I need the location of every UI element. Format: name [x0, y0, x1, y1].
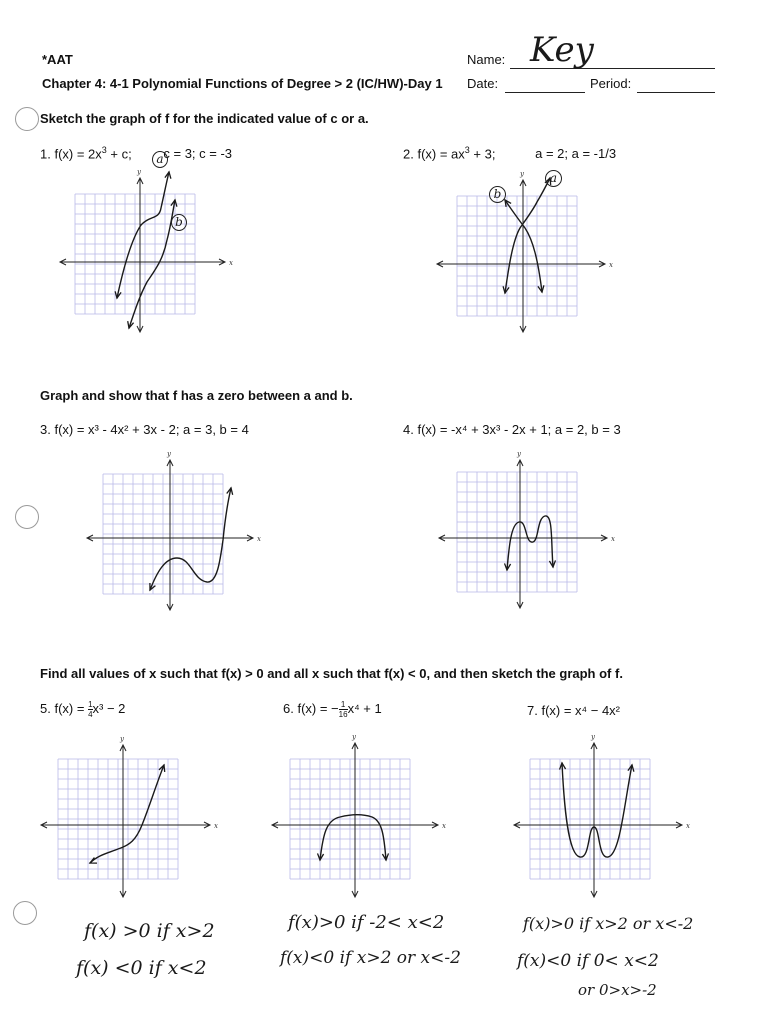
- curve-f: [90, 765, 164, 863]
- x-axis-label: x: [442, 822, 446, 830]
- graph-problem-5: [38, 735, 218, 900]
- curve-f: [150, 488, 231, 590]
- graph-problem-4: [435, 452, 615, 612]
- x-axis-label: x: [257, 535, 261, 543]
- period-label: Period:: [590, 76, 632, 91]
- graph-problem-1: [55, 170, 235, 340]
- y-axis-label: y: [167, 450, 171, 458]
- chapter-title: Chapter 4: 4-1 Polynomial Functions of Degree > 2 (IC/HW)-Day 1: [42, 76, 443, 91]
- curve-label-a-p2: a: [545, 170, 562, 187]
- answer-5-negative: f(x) <0 if x<2: [76, 957, 207, 979]
- problem-3-statement: 3. f(x) = x³ - 4x² + 3x - 2; a = 3, b = 4: [40, 422, 249, 437]
- y-axis-label: y: [520, 170, 524, 178]
- problem-5-statement: 5. f(x) = $\frac{1}{4}$ x³ − 2: [40, 700, 126, 719]
- section-1-heading: Sketch the graph of f for the indicated value of c or a.: [40, 111, 369, 126]
- answer-7-positive: f(x)>0 if x>2 or x<-2: [523, 914, 694, 933]
- answer-5-positive: f(x) >0 if x>2: [84, 920, 215, 942]
- problem-4-statement: 4. f(x) = -x⁴ + 3x³ - 2x + 1; a = 2, b = 3: [403, 422, 621, 437]
- graph-problem-6: [270, 735, 445, 900]
- problem-7-statement: 7. f(x) = x⁴ − 4x²: [527, 703, 621, 718]
- binder-hole-bottom: [13, 901, 37, 925]
- curve-label-a-p1: a: [152, 151, 168, 168]
- grid: [530, 759, 650, 879]
- graph-problem-7: [512, 735, 690, 905]
- answer-7-negative: f(x)<0 if 0< x<2: [517, 951, 659, 971]
- section-3-heading: Find all values of x such that f(x) > 0 and all x such that f(x) < 0, and then sketch the graph of f.: [40, 666, 623, 681]
- name-value: Key: [530, 30, 594, 70]
- section-2-heading: Graph and show that f has a zero between a and b.: [40, 388, 353, 403]
- graph-problem-3: [85, 450, 265, 615]
- date-label: Date:: [467, 76, 499, 91]
- curve-f: [562, 763, 632, 857]
- y-axis-label: y: [591, 733, 595, 741]
- problem-1-statement: 1. $f(x) = 2x^3 + c$; c = 3; c = -3: [40, 145, 233, 162]
- x-axis-label: x: [686, 822, 690, 830]
- problem-6-statement: 6. f(x) = − $\frac{1}{16}$ x⁴ + 1: [283, 700, 382, 719]
- date-line: [505, 92, 585, 93]
- graph-problem-2: [425, 170, 615, 335]
- grid: [290, 759, 410, 879]
- curve-label-b-p1: b: [171, 214, 187, 231]
- grid: [457, 472, 577, 592]
- grid: [103, 474, 223, 594]
- grid: [75, 194, 195, 314]
- answer-6-positive: f(x)>0 if -2< x<2: [288, 912, 445, 933]
- course-label: *AAT: [42, 52, 73, 67]
- x-axis-label: x: [609, 261, 613, 269]
- period-line: [637, 92, 715, 93]
- name-label: Name:: [467, 52, 506, 67]
- x-axis-label: x: [214, 822, 218, 830]
- y-axis-label: y: [352, 733, 356, 741]
- y-axis-label: y: [517, 450, 521, 458]
- binder-hole-middle: [15, 505, 39, 529]
- grid: [457, 196, 577, 316]
- problem-2-statement: 2. $f(x) = ax^3 + 3$; a = 2; a = -1/3: [403, 145, 617, 162]
- y-axis-label: y: [137, 168, 141, 176]
- x-axis-label: x: [229, 259, 233, 267]
- curve-label-b-p2: b: [489, 186, 506, 203]
- y-axis-label: y: [120, 735, 124, 743]
- answer-6-negative: f(x)<0 if x>2 or x<-2: [280, 948, 461, 968]
- x-axis-label: x: [611, 535, 615, 543]
- binder-hole-top: [15, 107, 39, 131]
- answer-7-negative-alt: or 0>x>-2: [578, 981, 657, 999]
